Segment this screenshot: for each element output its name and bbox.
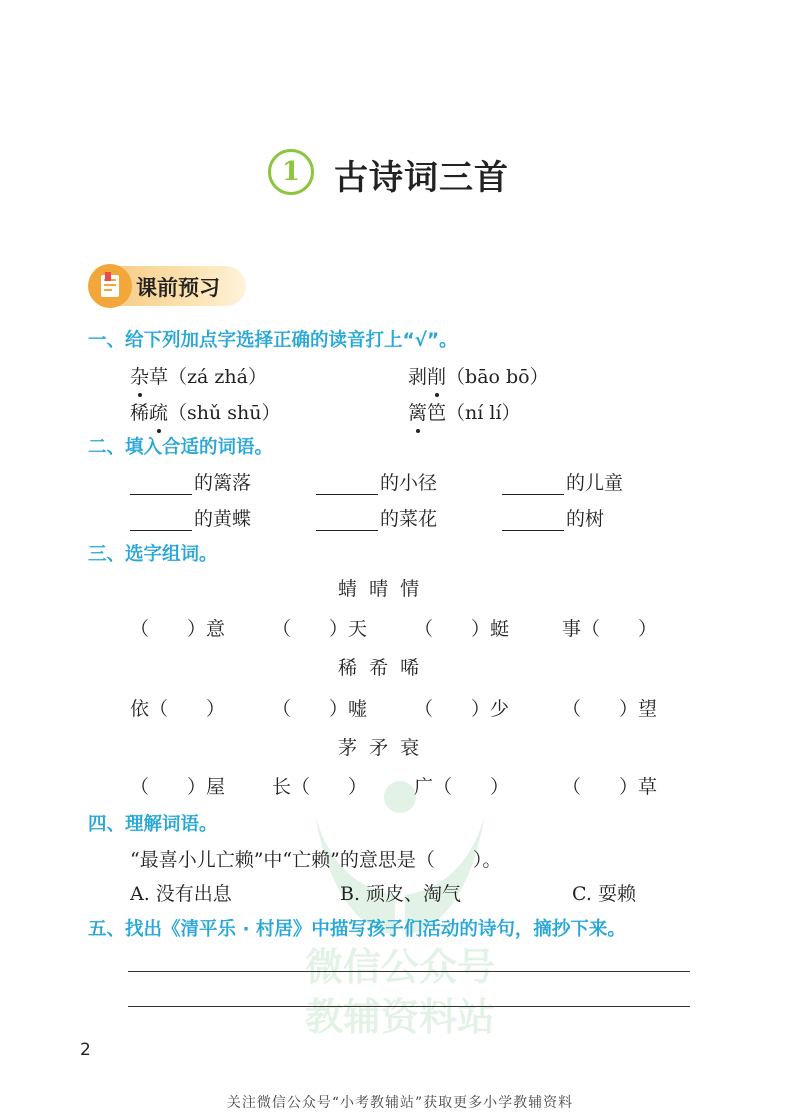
char-choices: 蜻 晴 情 (338, 578, 420, 600)
q3-item: （ ）少 (414, 698, 510, 720)
q3-item: 长（ ） (272, 776, 368, 798)
q1-item: 杂草（zá zhá） (130, 366, 267, 388)
answer-line[interactable] (128, 1006, 690, 1007)
answer-blank[interactable] (316, 475, 378, 495)
char-choices: 茅 矛 衰 (338, 737, 420, 759)
q4-question: “最喜小儿亡赖”中“亡赖”的意思是（ ）。 (130, 849, 502, 871)
q2-item: 的篱落 (130, 468, 251, 495)
q4-option: C. 耍赖 (572, 883, 636, 905)
q3-item: 广（ ） (414, 776, 510, 798)
q3-item: （ ）意 (130, 618, 226, 640)
q2-item: 的菜花 (316, 504, 437, 531)
answer-line[interactable] (128, 971, 690, 972)
answer-blank[interactable] (502, 475, 564, 495)
answer-blank[interactable] (316, 511, 378, 531)
book-icon (88, 264, 132, 308)
question-1-heading: 一、给下列加点字选择正确的读音打上“√”。 (88, 330, 458, 351)
q3-item: 事（ ） (562, 618, 658, 640)
q3-item: （ ）望 (562, 698, 658, 720)
banner-label: 课前预习 (136, 276, 220, 300)
answer-blank[interactable] (130, 475, 192, 495)
q3-item: （ ）屋 (130, 776, 226, 798)
q3-item: （ ）天 (272, 618, 368, 640)
question-2-heading: 二、填入合适的词语。 (88, 437, 274, 458)
page-number: 2 (80, 1040, 91, 1060)
footer-note: 关注微信公众号“小考教辅站”获取更多小学教辅资料 (226, 1095, 574, 1111)
q4-option: B. 顽皮、淘气 (340, 883, 462, 905)
question-5-heading: 五、找出《清平乐 · 村居》中描写孩子们活动的诗句，摘抄下来。 (88, 919, 626, 940)
q3-item: 依（ ） (130, 698, 226, 720)
q3-item: （ ）草 (562, 776, 658, 798)
lesson-number: 1 (281, 157, 301, 187)
svg-text:教辅资料站: 教辅资料站 (304, 995, 496, 1039)
char-choices: 稀 希 唏 (338, 657, 420, 679)
page-title: 古诗词三首 (334, 158, 509, 198)
q1-item: 稀疏（shǔ shū） (130, 402, 281, 424)
question-3-heading: 三、选字组词。 (88, 544, 218, 565)
q2-item: 的儿童 (502, 468, 623, 495)
q3-item: （ ）嘘 (272, 698, 368, 720)
answer-blank[interactable] (130, 511, 192, 531)
q2-item: 的树 (502, 504, 604, 531)
answer-blank[interactable] (502, 511, 564, 531)
q3-item: （ ）蜓 (414, 618, 510, 640)
watermark-logo (295, 775, 505, 1045)
q1-item: 剥削（bāo bō） (408, 366, 549, 388)
question-4-heading: 四、理解词语。 (88, 814, 218, 835)
q4-option: A. 没有出息 (130, 883, 232, 905)
svg-text:微信公众号: 微信公众号 (304, 945, 496, 989)
q2-item: 的小径 (316, 468, 437, 495)
q1-item: 篱笆（ní lí） (408, 402, 521, 424)
q2-item: 的黄蝶 (130, 504, 251, 531)
